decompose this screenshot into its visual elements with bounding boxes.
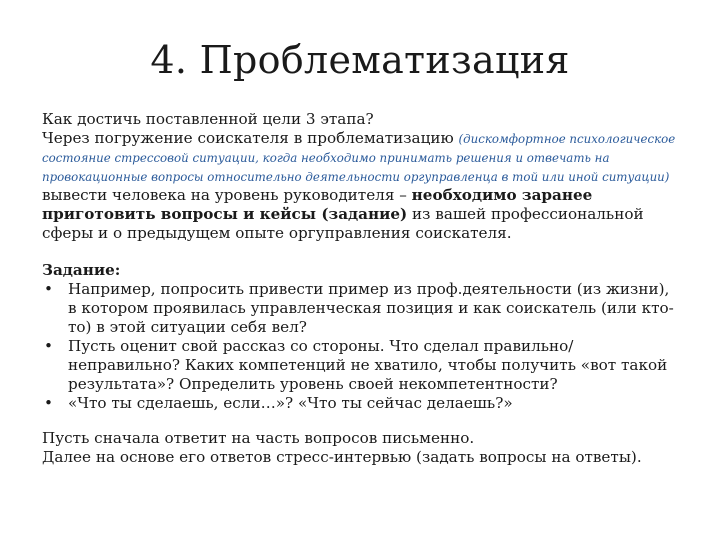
bullet-icon: • (44, 394, 53, 412)
task-item-text: Пусть оценит свой рассказ со стороны. Что сделал правильно/неправильно? Каких компетенций не хватило, чтобы получить «вот такой результата»? Определить уровень своей некомпетентности? (68, 337, 668, 393)
closing-line-1: Пусть сначала ответит на часть вопросов письменно. (42, 429, 475, 447)
slide-body (42, 110, 682, 467)
closing-line-2: Далее на основе его ответов стресс-интервью (задать вопросы на ответы). (42, 448, 642, 466)
intro-text-middle: вывести человека на уровень руководителя – (42, 186, 412, 204)
intro-text-start: Через погружение соискателя в проблематизацию (42, 129, 459, 147)
bullet-icon: • (44, 280, 53, 298)
intro-text-end: из вашей профессиональной сферы и о предыдущем опыте оргуправления соискателя. (42, 205, 644, 242)
task-item-1 (42, 280, 682, 337)
intro-bold-text: необходимо заранее приготовить вопросы и кейсы (задание) (42, 186, 593, 223)
intro-paragraph (42, 129, 682, 243)
task-item-3 (42, 394, 682, 413)
bullet-icon: • (44, 337, 53, 355)
task-list (42, 280, 682, 413)
task-item-2 (42, 337, 682, 394)
task-item-text: Например, попросить привести пример из проф.деятельности (из жизни), в котором проявилась управленческая позиция и как соискатель (или кто-то) в этой ситуации себя вел? (68, 280, 674, 336)
intro-question: Как достичь поставленной цели 3 этапа? (42, 110, 374, 128)
intro-note: (дискомфортное психологическое состояние стрессовой ситуации, когда необходимо принимать решения и отвечать на провокационные вопросы относительно деятельности оргуправленца в той или иной ситуации) (42, 132, 676, 184)
task-item-text: «Что ты сделаешь, если…»? «Что ты сейчас делаешь?» (68, 394, 513, 412)
task-heading: Задание: (42, 261, 121, 279)
slide-title: 4. Проблематизация (150, 38, 570, 82)
